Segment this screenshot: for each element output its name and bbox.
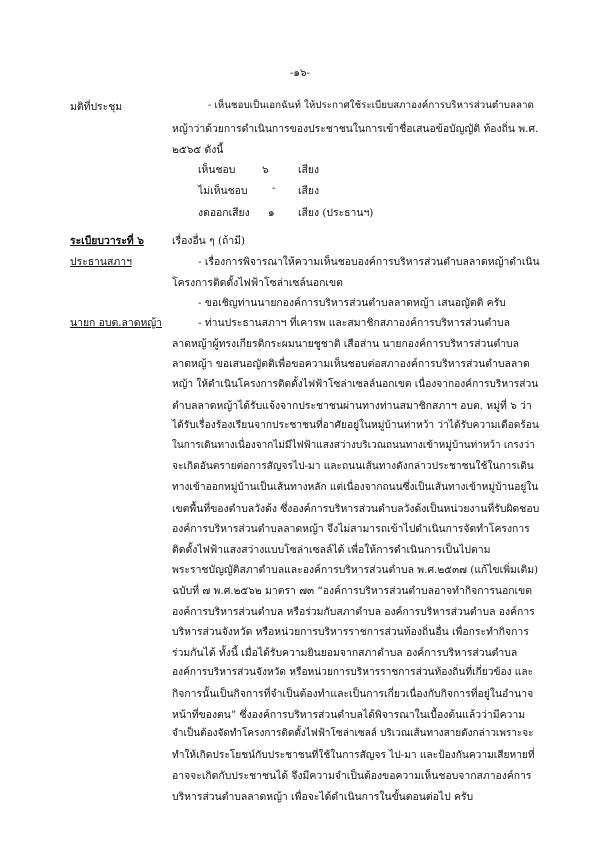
vote-label: ไม่เห็นชอบ: [198, 185, 248, 197]
chair-label: ประธานสภาฯ: [70, 256, 132, 268]
mayor-label: นายก อบต.ลาดหญ้า: [70, 317, 162, 329]
mayor-line: ตำบลลาดหญ้าได้รับแจ้งจากประชาชนผ่านทางท่านสมาชิกสภาฯ อบต. หมู่ที่ ๖ ว่า: [172, 400, 532, 412]
vote-label: งดออกเสียง: [198, 207, 250, 219]
mayor-line: เขตพื้นที่ของตำบลวังด้ง ซึ่งองค์การบริหารส่วนตำบลวังด้งเป็นหน่วยงานที่รับผิดชอบ: [172, 503, 540, 515]
mayor-line: ฉบับที่ ๗ พ.ศ.๒๕๖๒ มาตรา ๗๓ “องค์การบริหารส่วนตำบลอาจทำกิจการนอกเขต: [172, 585, 532, 597]
resolution-line: หญ้าว่าด้วยการดำเนินการของประชาชนในการเข้าชื่อเสนอข้อบัญญัติ ท้องถิ่น พ.ศ.: [172, 123, 539, 135]
mayor-line: องค์การบริหารส่วนตำบล หรือร่วมกับสภาตำบล องค์การบริหารส่วนตำบล องค์การ: [172, 606, 535, 618]
chair-line: โครงการติดตั้งไฟฟ้าโซล่าเซล์นอกเขต: [172, 277, 343, 289]
page-number: -๑๖-: [289, 67, 311, 79]
mayor-line: กิจการนั้นเป็นกิจการที่จำเป็นต้องทำและเป็นการเกี่ยวเนื่องกับกิจการที่อยู่ในอำนาจ: [172, 688, 534, 700]
agenda-title: เรื่องอื่น ๆ (ถ้ามี): [172, 235, 246, 247]
mayor-line: หญ้า ให้ดำเนินโครงการติดตั้งไฟฟ้าโซล่าเซลล์นอกเขต เนื่องจากองค์การบริหารส่วน: [172, 379, 539, 390]
vote-unit: เสียง (ประธานฯ): [298, 207, 374, 219]
mayor-line: จะเกิดอันตรายต่อการสัญจรไป-มา และถนนเส้นทางดังกล่าวประชาชนใช้ในการเดิน: [172, 461, 534, 472]
agenda-label: ระเบียบวาระที่ ๖: [70, 235, 144, 247]
mayor-line: ติดตั้งไฟฟ้าแสงสว่างแบบโซล่าเซลล์ได้ เพื่อให้การดำเนินการเป็นไปตาม: [172, 544, 491, 556]
mayor-line: ทางเข้าออกหมู่บ้านเป็นเส้นทางหลัก แต่เนื่องจากถนนซึ่งเป็นเส้นทางเข้าหมู่บ้านอยู่ใน: [172, 482, 539, 493]
chair-line: - ขอเชิญท่านนายกองค์การบริหารส่วนตำบลลาดหญ้า เสนอญัตติ ครับ: [198, 297, 506, 309]
resolution-label: มติที่ประชุม: [70, 101, 123, 113]
mayor-line: องค์การบริหารส่วนจังหวัด หรือหน่วยการบริหารราชการส่วนท้องถิ่นที่เกี่ยวข้อง และ: [172, 667, 534, 678]
mayor-line: บริหารส่วนจังหวัด หรือหน่วยการบริหารราชการส่วนท้องถิ่นอื่น เพื่อกระทำกิจการ: [172, 626, 529, 638]
vote-count: ๖: [262, 164, 269, 176]
chair-line: - เรื่องการพิจารณาให้ความเห็นชอบองค์การบริหารส่วนตำบลลาดหญ้าดำเนิน: [198, 256, 540, 268]
mayor-line: อาจจะเกิดกับประชาชนได้ จึงมีความจำเป็นต้องขอความเห็นชอบจากสภาองค์การ: [172, 770, 532, 782]
vote-count: -: [272, 182, 276, 194]
vote-unit: เสียง: [298, 185, 320, 197]
mayor-line: ในการเดินทางเนื่องจากไม่มีไฟฟ้าแสงสว่างบริเวณถนนทางเข้าหมู่บ้านท่าหว้า เกรงว่า: [172, 440, 535, 451]
mayor-line: บริหารส่วนตำบลลาดหญ้า เพื่อจะได้ดำเนินการในขั้นตอนต่อไป ครับ: [172, 791, 474, 803]
mayor-line: จำเป็นต้องจัดทำโครงการติดตั้งไฟฟ้าโซล่าเซลล์ บริเวณเส้นทางสายดังกล่าวเพราะจะ: [172, 728, 534, 739]
vote-label: เห็นชอบ: [198, 164, 236, 176]
mayor-line: ทำให้เกิดประโยชน์กับประชาชนที่ใช้ในการสัญจร ไป-มา และป้องกันความเสียหายที่: [172, 750, 535, 761]
resolution-line: - เห็นชอบเป็นเอกฉันท์ ให้ประกาศใช้ระเบียบสภาองค์การบริหารส่วนตำบลลาด: [208, 100, 534, 111]
mayor-line: ร่วมกันได้ ทั้งนี้ เมื่อได้รับความยินยอมจากสภาตำบล องค์การบริหารส่วนตำบล: [172, 647, 518, 659]
mayor-line: พระราชบัญญัติสภาตำบลและองค์การบริหารส่วนตำบล พ.ศ.๒๕๓๗ (แก้ไขเพิ่มเติม): [172, 564, 539, 576]
mayor-line: ลาดหญ้าผู้ทรงเกียรติกระผมนายชูชาติ เสือส่าน นายกองค์การบริหารส่วนตำบล: [172, 338, 520, 350]
mayor-line: องค์การบริหารส่วนตำบลลาดหญ้า จึงไม่สามารถเข้าไปดำเนินการจัดทำโครงการ: [172, 523, 530, 535]
resolution-line: ๒๕๖๕ ดังนี้: [172, 144, 224, 156]
mayor-line: ได้รับเรื่องร้องเรียนจากประชาชนที่อาศัยอยู่ในหมู่บ้านท่าหว้า ว่าได้รับความเดือดร้อน: [172, 420, 539, 431]
vote-count: ๑: [268, 207, 275, 219]
mayor-line: ลาดหญ้า ขอเสนอญัตติเพื่อขอความเห็นชอบต่อสภาองค์การบริหารส่วนตำบลลาด: [172, 358, 530, 370]
vote-unit: เสียง: [298, 164, 320, 176]
mayor-line: หน้าที่ของตน” ซึ่งองค์การบริหารส่วนตำบลได้พิจารณาในเบื้องต้นแล้วว่ามีความ: [172, 709, 526, 721]
mayor-line: - ท่านประธานสภาฯ ที่เคารพ และสมาชิกสภาองค์การบริหารส่วนตำบล: [198, 317, 510, 329]
